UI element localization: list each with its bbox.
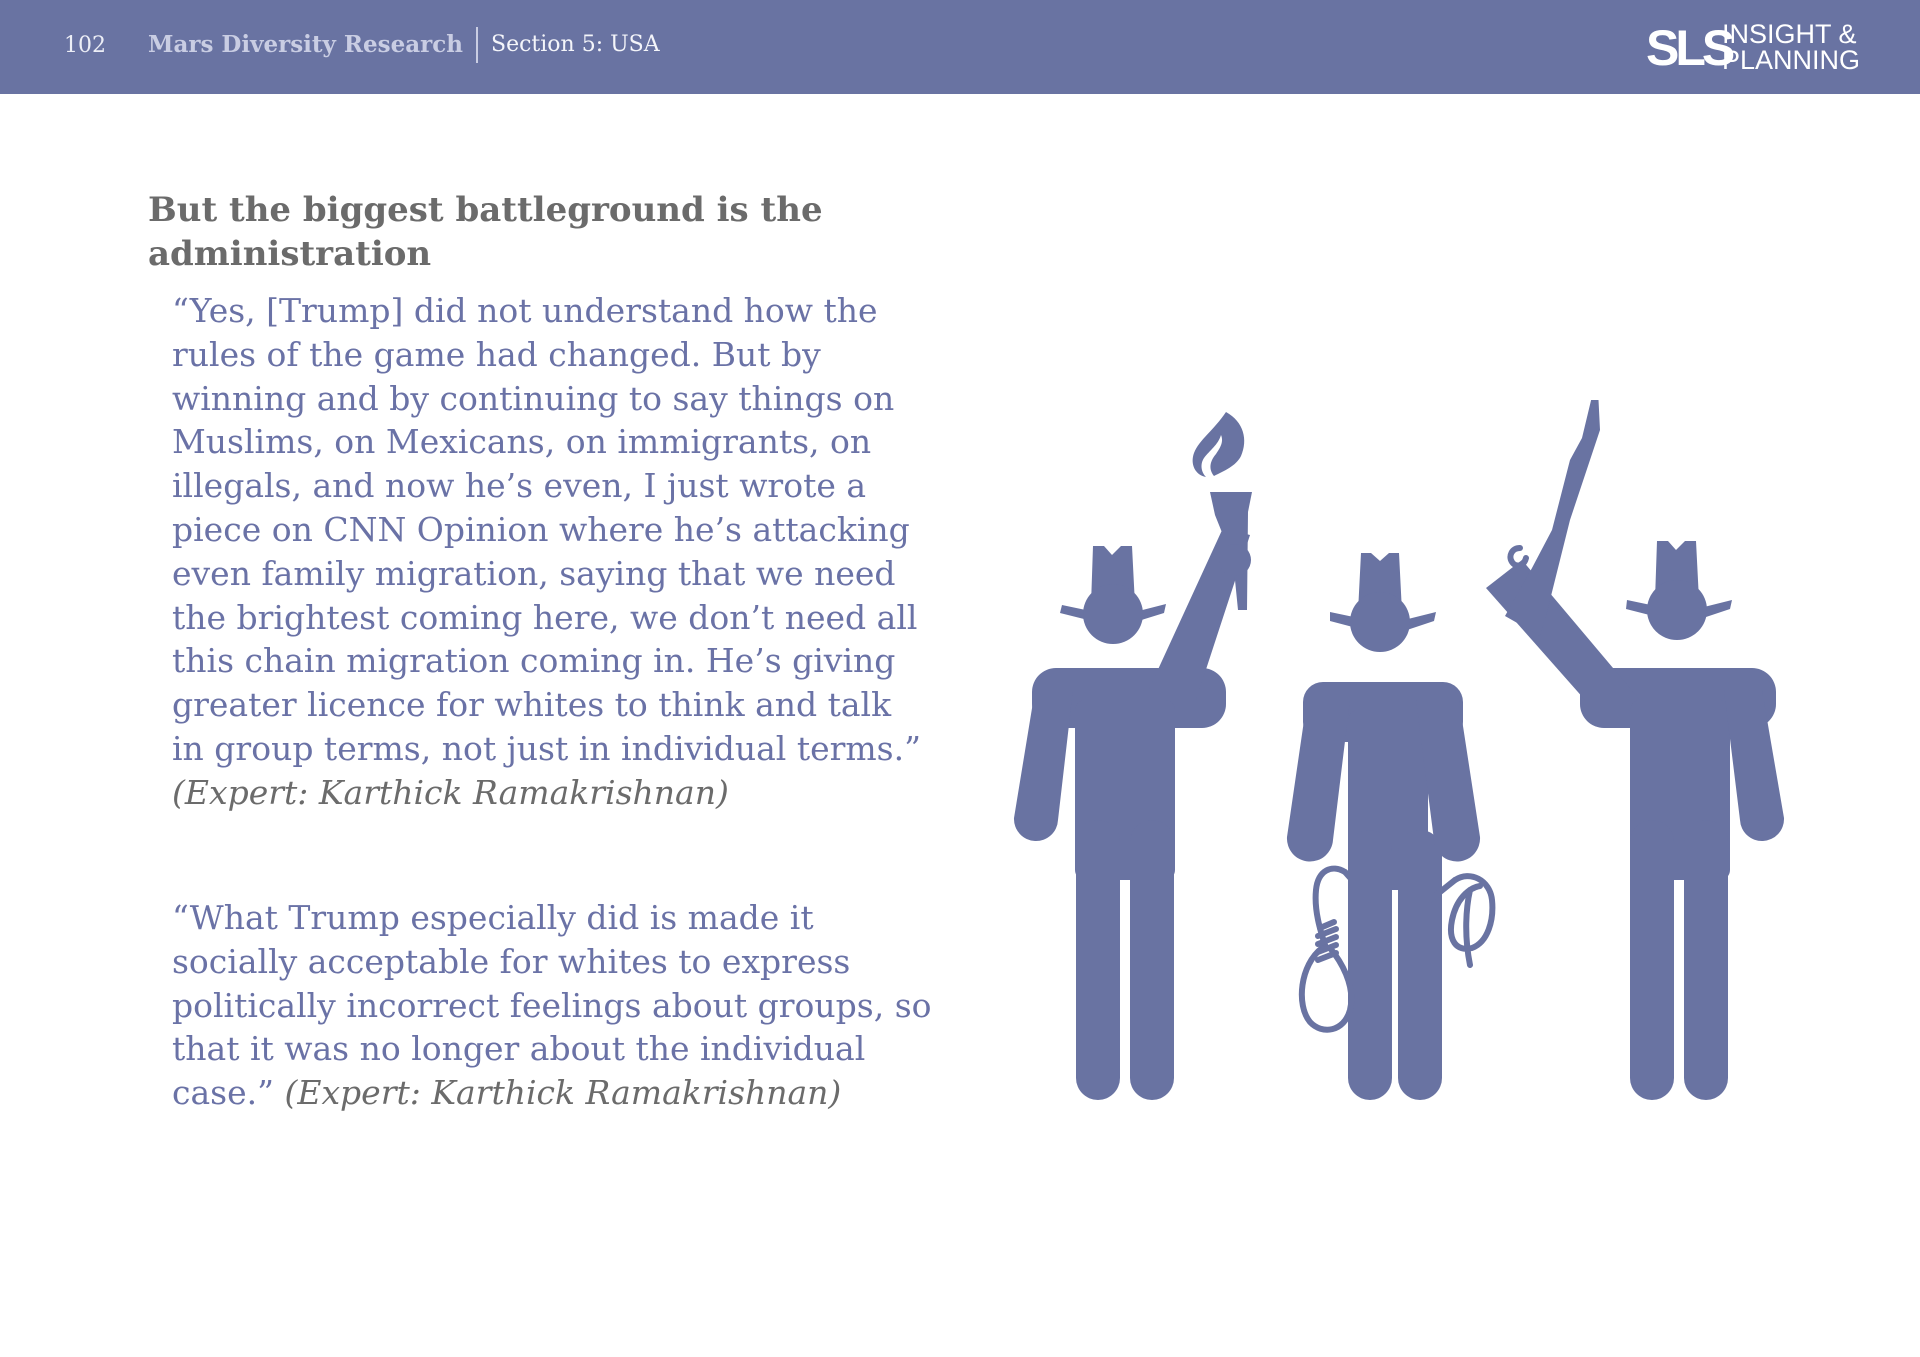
middle-figure (1287, 553, 1480, 1100)
section-label: Section 5: USA (491, 32, 660, 57)
header-divider (476, 27, 478, 63)
right-figure (1486, 400, 1784, 1100)
page-number: 102 (64, 33, 106, 58)
quote-1-text: “Yes, [Trump] did not understand how the rules of the game had changed. But by winning and by continuing to say things on Muslims, on Mexicans, on immigrants, on illegals, and now he’s even, I just wrote a piece on CNN Opinion where he’s attacking even family migration, saying that we need the brightest coming here, we don’t need all this chain migration coming in. He’s giving greater licence for whites to think and talk in group terms, not just in individual terms.” (172, 291, 921, 768)
quote-1 (172, 289, 932, 815)
logo-mark: SLS (1646, 20, 1732, 76)
quote-2 (172, 896, 932, 1115)
page-heading: But the biggest battleground is the administration (148, 190, 823, 274)
quote-1-attribution: (Expert: Karthick Ramakrishnan) (172, 772, 729, 812)
sls-logo (1646, 18, 1876, 78)
quote-2-attribution: (Expert: Karthick Ramakrishnan) (284, 1073, 842, 1113)
left-figure (1014, 412, 1252, 1100)
three-figures-torch-noose-rifle-icon (1000, 400, 1840, 1100)
quote-2-text: “What Trump especially did is made it socially acceptable for whites to express politically incorrect feelings about groups, so that it was no longer about the individual case.” (172, 898, 932, 1113)
page-header (0, 0, 1920, 94)
logo-text (1722, 21, 1860, 73)
report-title: Mars Diversity Research (148, 31, 463, 58)
logo-line-1: INSIGHT & (1722, 19, 1857, 49)
logo-line-2: PLANNING (1722, 45, 1861, 75)
